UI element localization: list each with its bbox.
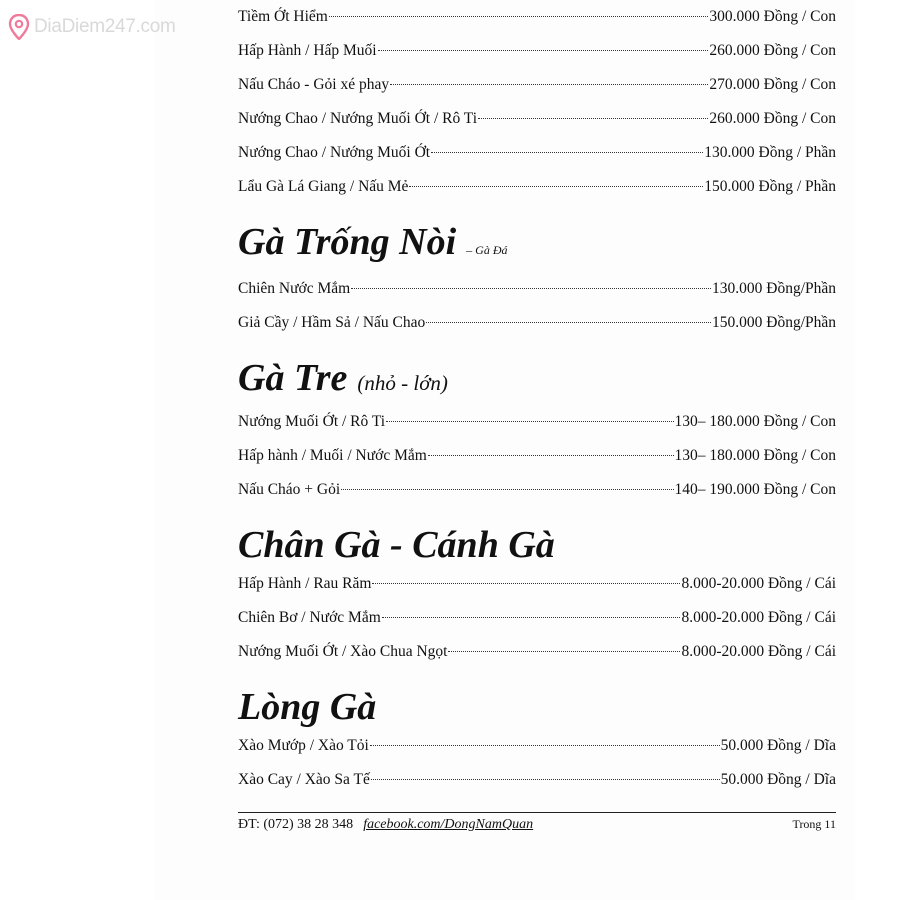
menu-item bbox=[238, 314, 836, 348]
facebook-link[interactable]: facebook.com/DongNamQuan bbox=[363, 817, 534, 832]
dot-leader bbox=[409, 186, 703, 187]
dish-name: Hấp Hành / Rau Răm bbox=[238, 575, 372, 592]
dot-leader bbox=[378, 50, 709, 51]
menu-item bbox=[238, 737, 836, 771]
menu-item bbox=[238, 447, 836, 481]
dish-name: Xào Mướp / Xào Tỏi bbox=[238, 737, 369, 754]
menu-item bbox=[238, 771, 836, 805]
dot-leader bbox=[431, 152, 703, 153]
dish-price: 50.000 Đồng / Dĩa bbox=[720, 737, 836, 754]
dish-name: Nấu Cháo - Gỏi xé phay bbox=[238, 76, 390, 93]
dot-leader bbox=[351, 288, 711, 289]
dot-leader bbox=[390, 84, 708, 85]
menu-item bbox=[238, 110, 836, 144]
dish-price: 130.000 Đồng / Phần bbox=[704, 144, 836, 161]
dot-leader bbox=[448, 651, 680, 652]
menu-item bbox=[238, 280, 836, 314]
dish-name: Nướng Chao / Nướng Muối Ớt / Rô Ti bbox=[238, 110, 478, 127]
dish-price: 260.000 Đồng / Con bbox=[709, 42, 836, 59]
page-footer bbox=[238, 812, 836, 833]
menu-item bbox=[238, 42, 836, 76]
page-indicator: Trong 11 bbox=[792, 817, 836, 831]
menu-item bbox=[238, 8, 836, 42]
section-heading bbox=[238, 687, 836, 727]
menu-item bbox=[238, 481, 836, 515]
watermark-text: DiaDiem247.com bbox=[34, 16, 176, 37]
menu-item bbox=[238, 643, 836, 677]
dish-name: Nướng Muối Ớt / Xào Chua Ngọt bbox=[238, 643, 448, 660]
dish-name: Hấp Hành / Hấp Muối bbox=[238, 42, 377, 59]
dot-leader bbox=[371, 779, 720, 780]
dot-leader bbox=[382, 617, 681, 618]
dot-leader bbox=[478, 118, 708, 119]
section-title: Chân Gà - Cánh Gà bbox=[238, 524, 555, 566]
dish-name: Nấu Cháo + Gỏi bbox=[238, 481, 341, 498]
watermark bbox=[8, 14, 176, 40]
dish-price: 130– 180.000 Đồng / Con bbox=[674, 447, 836, 464]
dish-name: Xào Cay / Xào Sa Tế bbox=[238, 771, 370, 788]
dish-name: Chiên Nước Mắm bbox=[238, 280, 351, 297]
dot-leader bbox=[329, 16, 709, 17]
dot-leader bbox=[372, 583, 680, 584]
dish-name: Lẩu Gà Lá Giang / Nấu Mẻ bbox=[238, 178, 409, 195]
dish-price: 130– 180.000 Đồng / Con bbox=[674, 413, 836, 430]
dish-price: 130.000 Đồng/Phần bbox=[712, 280, 836, 297]
section-heading bbox=[238, 222, 836, 270]
dish-name: Hấp hành / Muối / Nước Mắm bbox=[238, 447, 427, 464]
dish-name: Nướng Chao / Nướng Muối Ớt bbox=[238, 144, 431, 161]
dish-price: 260.000 Đồng / Con bbox=[709, 110, 836, 127]
dish-price: 8.000-20.000 Đồng / Cái bbox=[681, 643, 836, 660]
dot-leader bbox=[386, 421, 673, 422]
dish-price: 150.000 Đồng/Phần bbox=[712, 314, 836, 331]
dot-leader bbox=[428, 455, 674, 456]
menu-list bbox=[238, 8, 836, 805]
section-note: (nhỏ - lớn) bbox=[357, 371, 448, 395]
dish-name: Tiềm Ớt Hiểm bbox=[238, 8, 328, 25]
section-heading bbox=[238, 358, 836, 403]
dot-leader bbox=[370, 745, 720, 746]
section-title: Gà Trống Nòi bbox=[238, 221, 457, 263]
dish-name: Giả Cầy / Hầm Sả / Nấu Chao bbox=[238, 314, 426, 331]
dish-price: 8.000-20.000 Đồng / Cái bbox=[681, 609, 836, 626]
dish-price: 8.000-20.000 Đồng / Cái bbox=[681, 575, 836, 592]
phone-number: ĐT: (072) 38 28 348 bbox=[238, 817, 354, 832]
dish-price: 300.000 Đồng / Con bbox=[709, 8, 836, 25]
section-note: – Gà Đá bbox=[466, 243, 508, 257]
dot-leader bbox=[426, 322, 711, 323]
dish-name: Nướng Muối Ớt / Rô Ti bbox=[238, 413, 386, 430]
dish-price: 150.000 Đồng / Phần bbox=[704, 178, 836, 195]
dish-price: 270.000 Đồng / Con bbox=[709, 76, 836, 93]
section-title: Lòng Gà bbox=[238, 686, 377, 728]
dish-price: 50.000 Đồng / Dĩa bbox=[720, 771, 836, 788]
dish-price: 140– 190.000 Đồng / Con bbox=[674, 481, 836, 498]
section-title: Gà Tre bbox=[238, 357, 348, 399]
menu-item bbox=[238, 609, 836, 643]
section-heading bbox=[238, 525, 836, 565]
dot-leader bbox=[341, 489, 673, 490]
menu-item bbox=[238, 575, 836, 609]
dish-name: Chiên Bơ / Nước Mắm bbox=[238, 609, 381, 626]
menu-item bbox=[238, 178, 836, 212]
menu-item bbox=[238, 144, 836, 178]
location-pin-icon bbox=[8, 14, 30, 40]
menu-item bbox=[238, 413, 836, 447]
menu-item bbox=[238, 76, 836, 110]
